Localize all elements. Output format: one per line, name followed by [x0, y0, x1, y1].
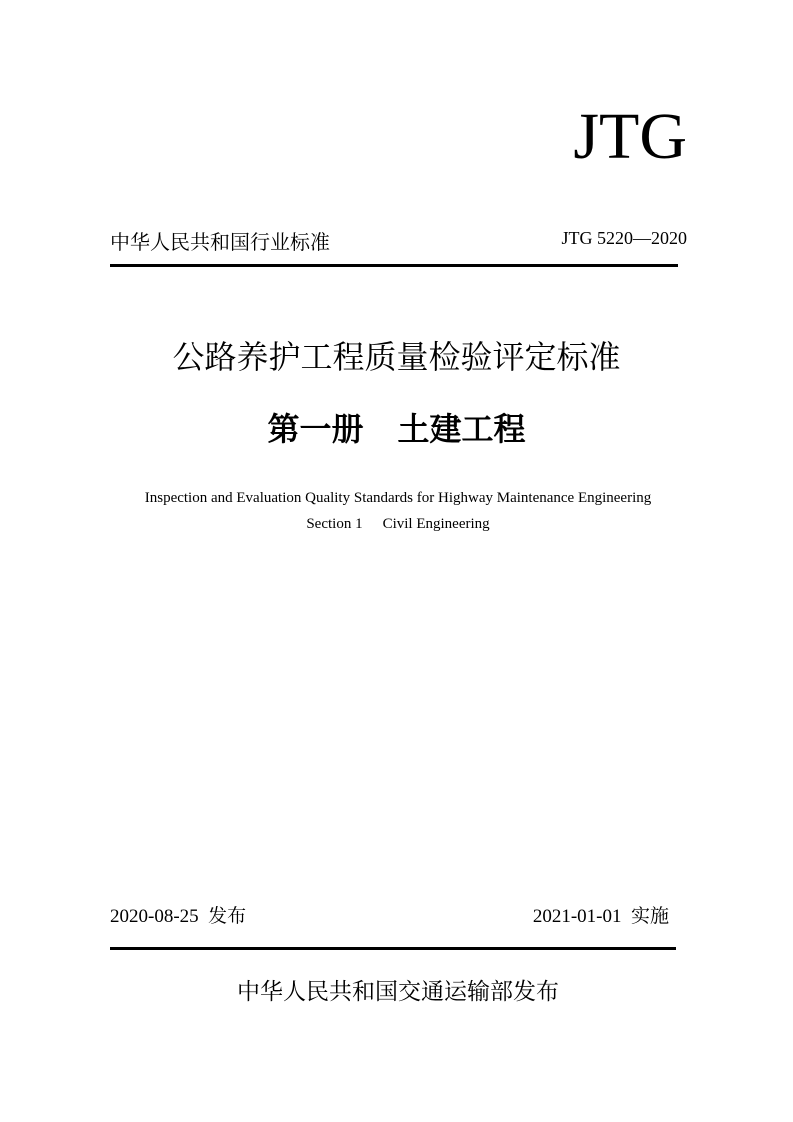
english-section-name: Civil Engineering	[382, 516, 490, 532]
english-title: Inspection and Evaluation Quality Standards for Highway Maintenance Engineering	[144, 490, 652, 506]
english-section-number: Section 1	[306, 516, 363, 532]
top-divider	[110, 264, 678, 267]
implementation-date	[533, 901, 669, 928]
implementation-date-value: 2021-01-01	[532, 906, 622, 927]
implementation-label: 实施	[630, 905, 669, 927]
english-section	[0, 516, 793, 533]
document-subtitle	[0, 404, 793, 450]
standard-code: JTG 5220—2020	[561, 228, 687, 248]
issue-date	[110, 901, 246, 928]
issue-label: 发布	[208, 905, 247, 927]
jtg-logo: JTG	[573, 100, 687, 173]
document-title: 公路养护工程质量检验评定标准	[172, 338, 621, 376]
publisher: 中华人民共和国交通运输部发布	[237, 979, 559, 1005]
volume-name: 土建工程	[397, 410, 526, 448]
issue-date-value: 2020-08-25	[110, 906, 199, 927]
volume-label: 第一册	[267, 410, 364, 448]
bottom-divider	[110, 947, 676, 950]
standard-category: 中华人民共和国行业标准	[110, 230, 330, 254]
